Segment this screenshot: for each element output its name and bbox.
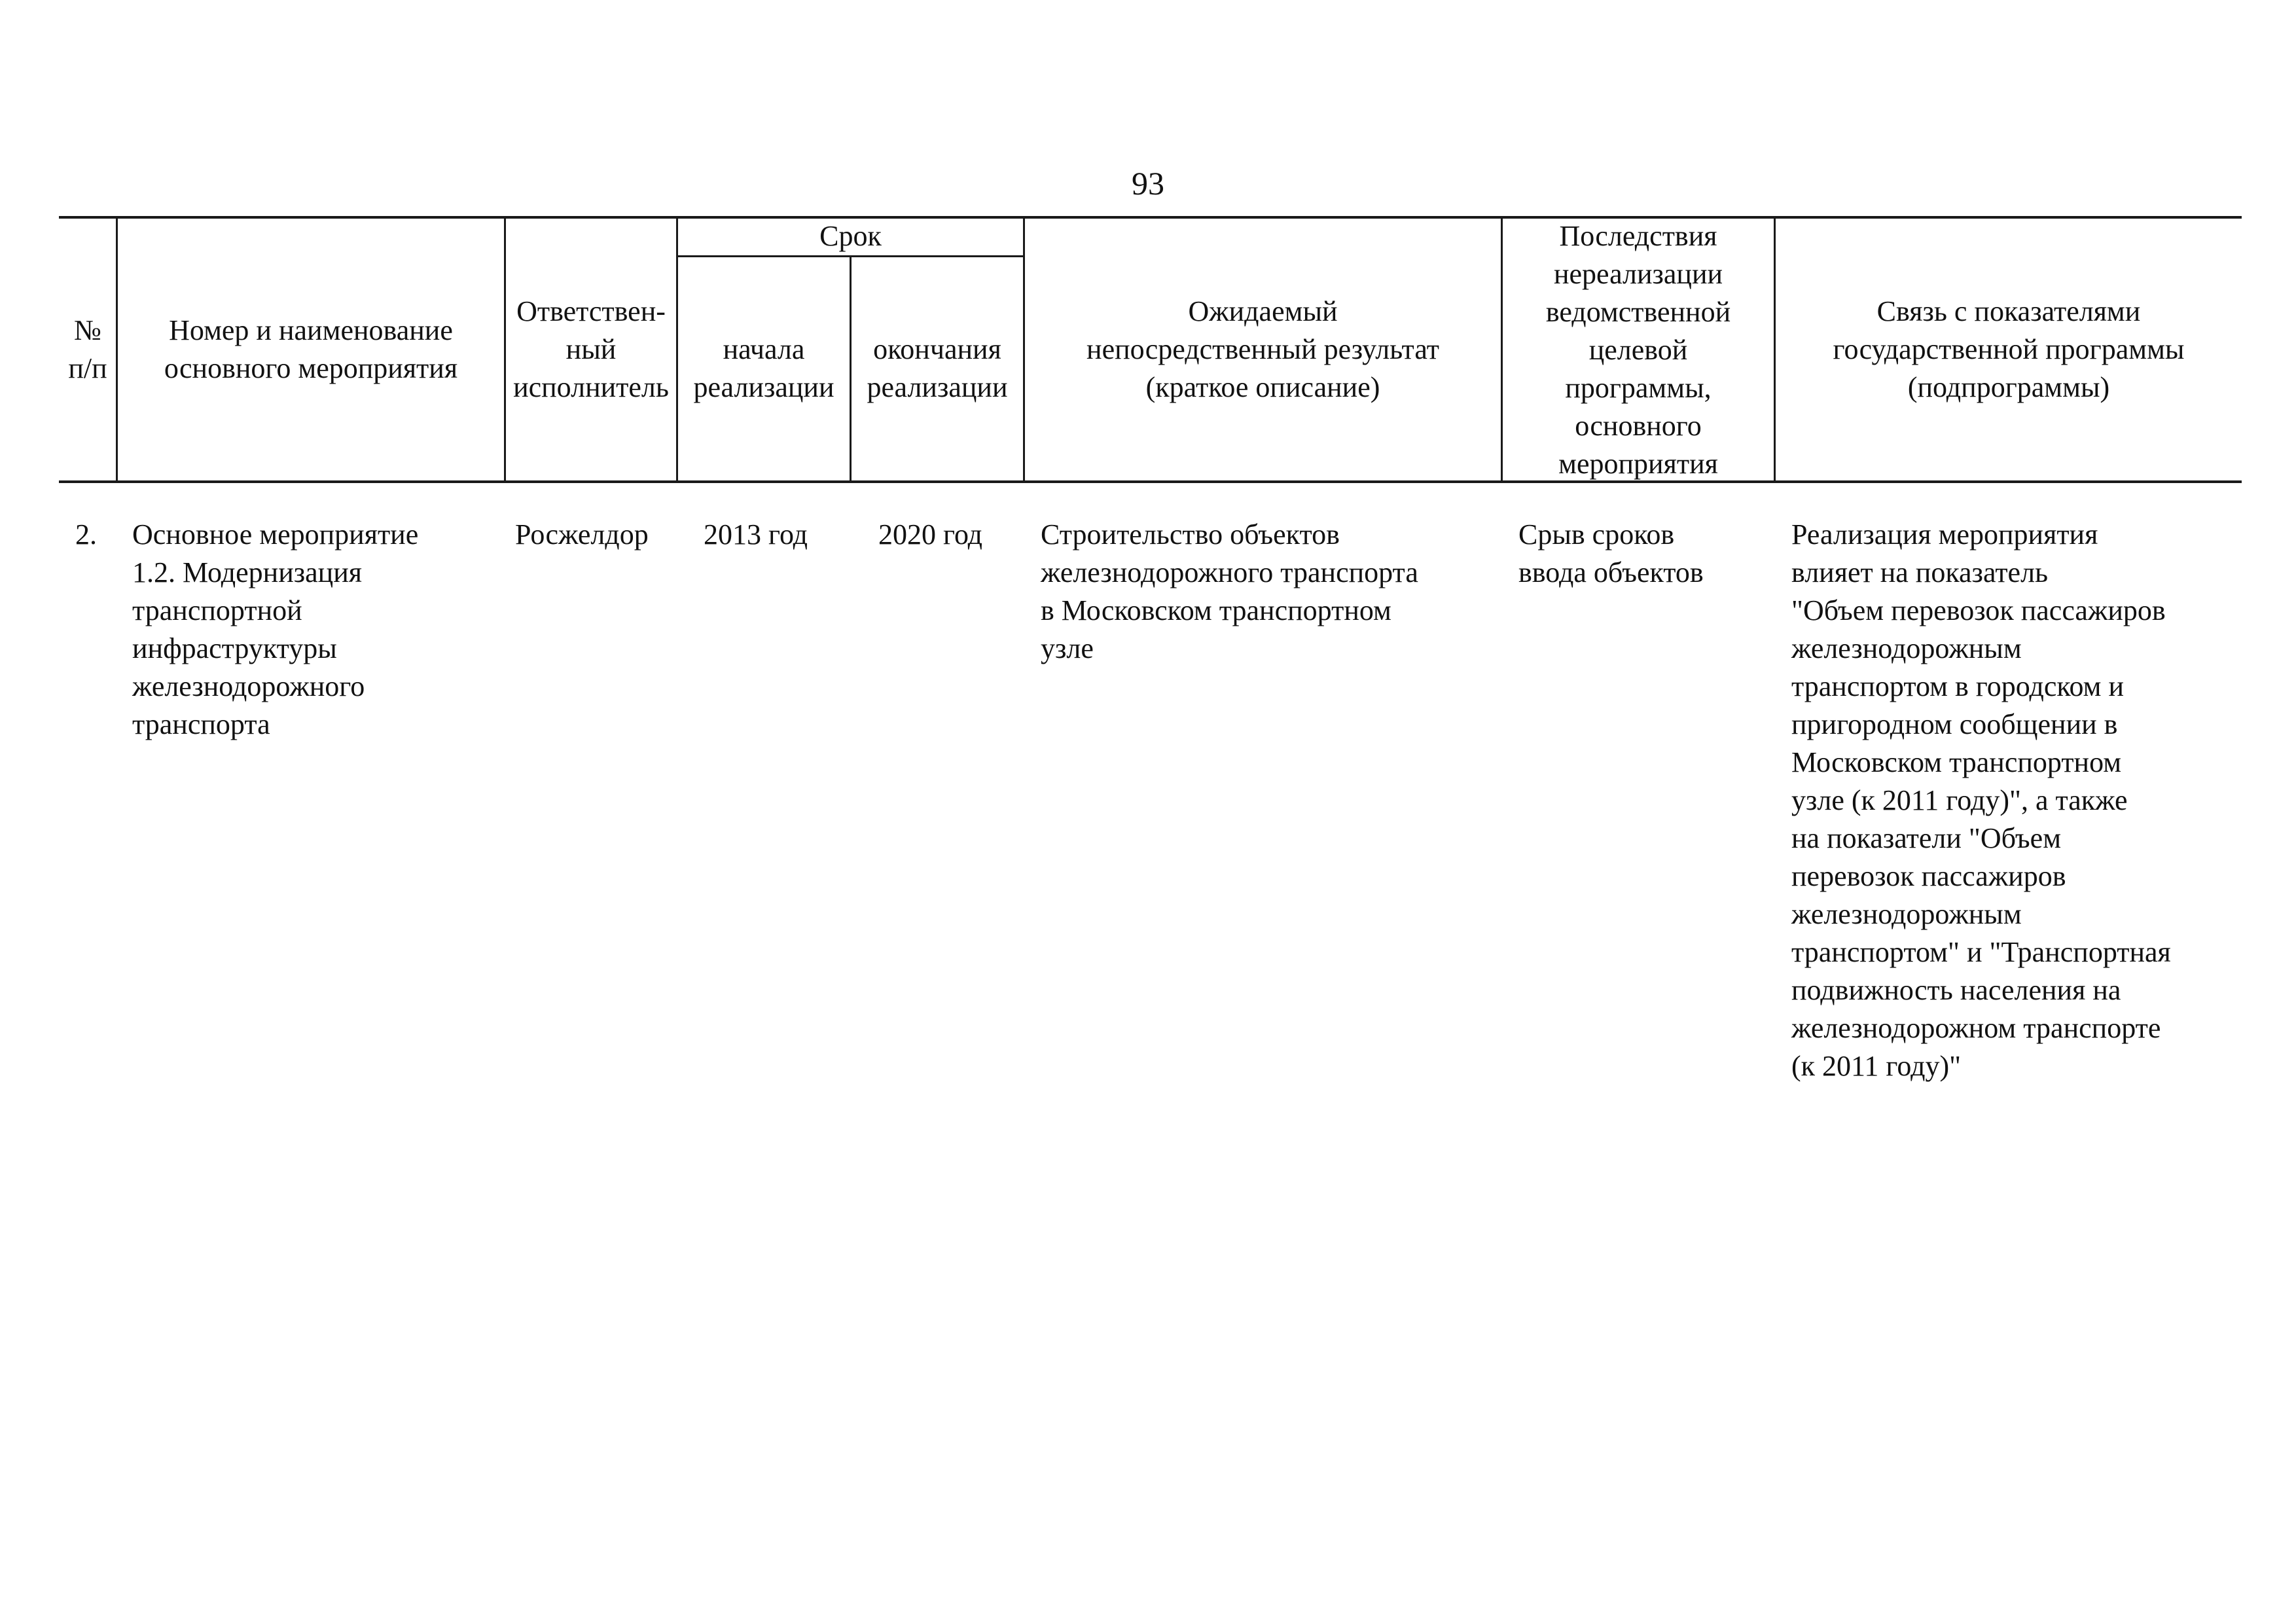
row-num: 2.	[75, 518, 97, 550]
header-name: Номер и наименование основного мероприятия	[164, 314, 458, 384]
row-link: Реализация мероприятия влияет на показатель "Объем перевозок пассажиров железнодорожным транспортом в городском и пригородном сообщении в Московском транспортном узле (к 2011 году)", а также на показатели "Объем перевозок пассажиров железнодорожным транспортом" и "Транспортная подвижность населения на железнодорожном транспорте (к 2011 году)"	[1791, 518, 2171, 1082]
header-bottom-border	[59, 480, 2242, 483]
header-end: окончания реализации	[867, 333, 1008, 403]
row-end: 2020 год	[878, 518, 983, 550]
header-start: начала реализации	[693, 333, 834, 403]
header-term: Срок	[819, 220, 882, 252]
header-result: Ожидаемый непосредственный результат (краткое описание)	[1086, 295, 1439, 403]
header-consequences: Последствия нереализации ведомственной целевой программы, основного мероприятия	[1545, 220, 1731, 480]
table-top-border	[59, 216, 2242, 219]
header-num: № п/п	[68, 314, 107, 384]
row-consequences: Срыв сроков ввода объектов	[1518, 518, 1704, 588]
header-link: Связь с показателями государственной программы (подпрограммы)	[1833, 295, 2185, 403]
page-number: 93	[1132, 165, 1164, 202]
row-start: 2013 год	[704, 518, 808, 550]
header-executor: Ответствен- ный исполнитель	[513, 295, 669, 403]
row-result: Строительство объектов железнодорожного транспорта в Московском транспортном узле	[1041, 518, 1418, 664]
row-name: Основное мероприятие 1.2. Модернизация транспортной инфраструктуры железнодорожного транспорта	[132, 518, 419, 740]
row-executor: Росжелдор	[515, 518, 649, 550]
